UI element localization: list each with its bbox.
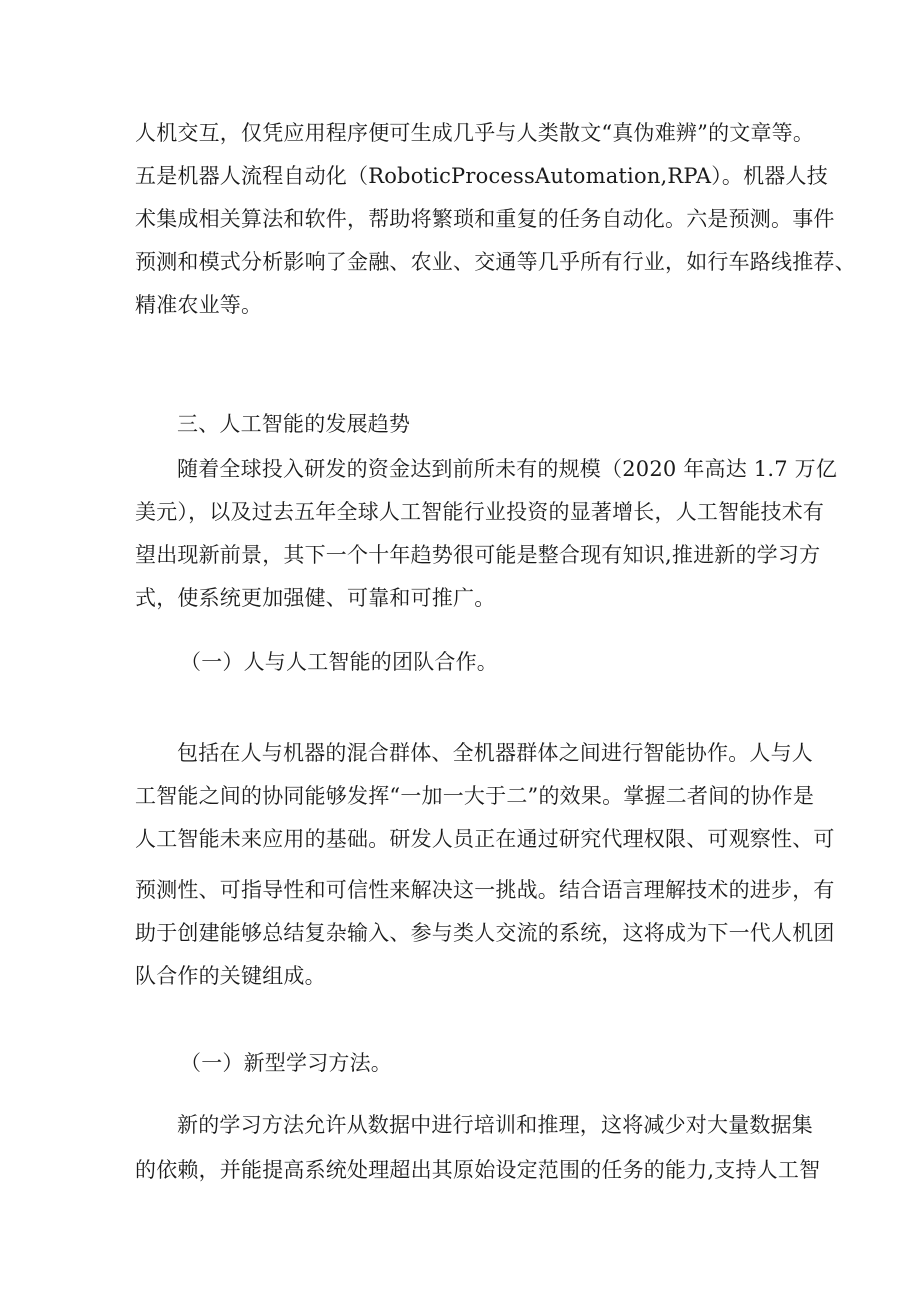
paragraph-line: 人机交互，仅凭应用程序便可生成几乎与人类散文“真伪难辨”的文章等。 (135, 121, 815, 145)
paragraph-line: 助于创建能够总结复杂输入、参与类人交流的系统，这将成为下一代人机团 (135, 921, 835, 945)
subsection-heading: （一）新型学习方法。 (180, 1051, 392, 1075)
paragraph-line: 队合作的关键组成。 (135, 964, 326, 988)
paragraph-line: 的依赖，并能提高系统处理超出其原始设定范围的任务的能力,支持人工智 (135, 1158, 821, 1182)
paragraph-line: 预测性、可指导性和可信性来解决这一挑战。结合语言理解技术的进步，有 (135, 878, 835, 902)
paragraph-line: 工智能之间的协同能够发挥“一加一大于二”的效果。掌握二者间的协作是 (135, 784, 815, 808)
subsection-heading: （一）人与人工智能的团队合作。 (180, 650, 498, 674)
paragraph-line: 预测和模式分析影响了金融、农业、交通等几乎所有行业，如行车路线推荐、 (135, 250, 856, 274)
paragraph-line: 美元），以及过去五年全球人工智能行业投资的显著增长，人工智能技术有 (135, 500, 825, 524)
section-heading: 三、人工智能的发展趋势 (177, 412, 411, 436)
paragraph-line: 术集成相关算法和软件，帮助将繁琐和重复的任务自动化。六是预测。事件 (135, 207, 835, 231)
paragraph-line: 精准农业等。 (135, 293, 263, 317)
paragraph-line: 随着全球投入研发的资金达到前所未有的规模（2020 年高达 1.7 万亿 (177, 457, 838, 481)
paragraph-line: 望出现新前景，其下一个十年趋势很可能是整合现有知识,推进新的学习方 (135, 543, 821, 567)
paragraph-line: 五是机器人流程自动化（RoboticProcessAutomation,RPA）。机器人技 (135, 164, 828, 188)
paragraph-line: 新的学习方法允许从数据中进行培训和推理，这将减少对大量数据集 (177, 1113, 813, 1137)
paragraph-line: 包括在人与机器的混合群体、全机器群体之间进行智能协作。人与人 (177, 741, 813, 765)
paragraph-line: 式，使系统更加强健、可靠和可推广。 (135, 586, 496, 610)
paragraph-line: 人工智能未来应用的基础。研发人员正在通过研究代理权限、可观察性、可 (135, 827, 835, 851)
